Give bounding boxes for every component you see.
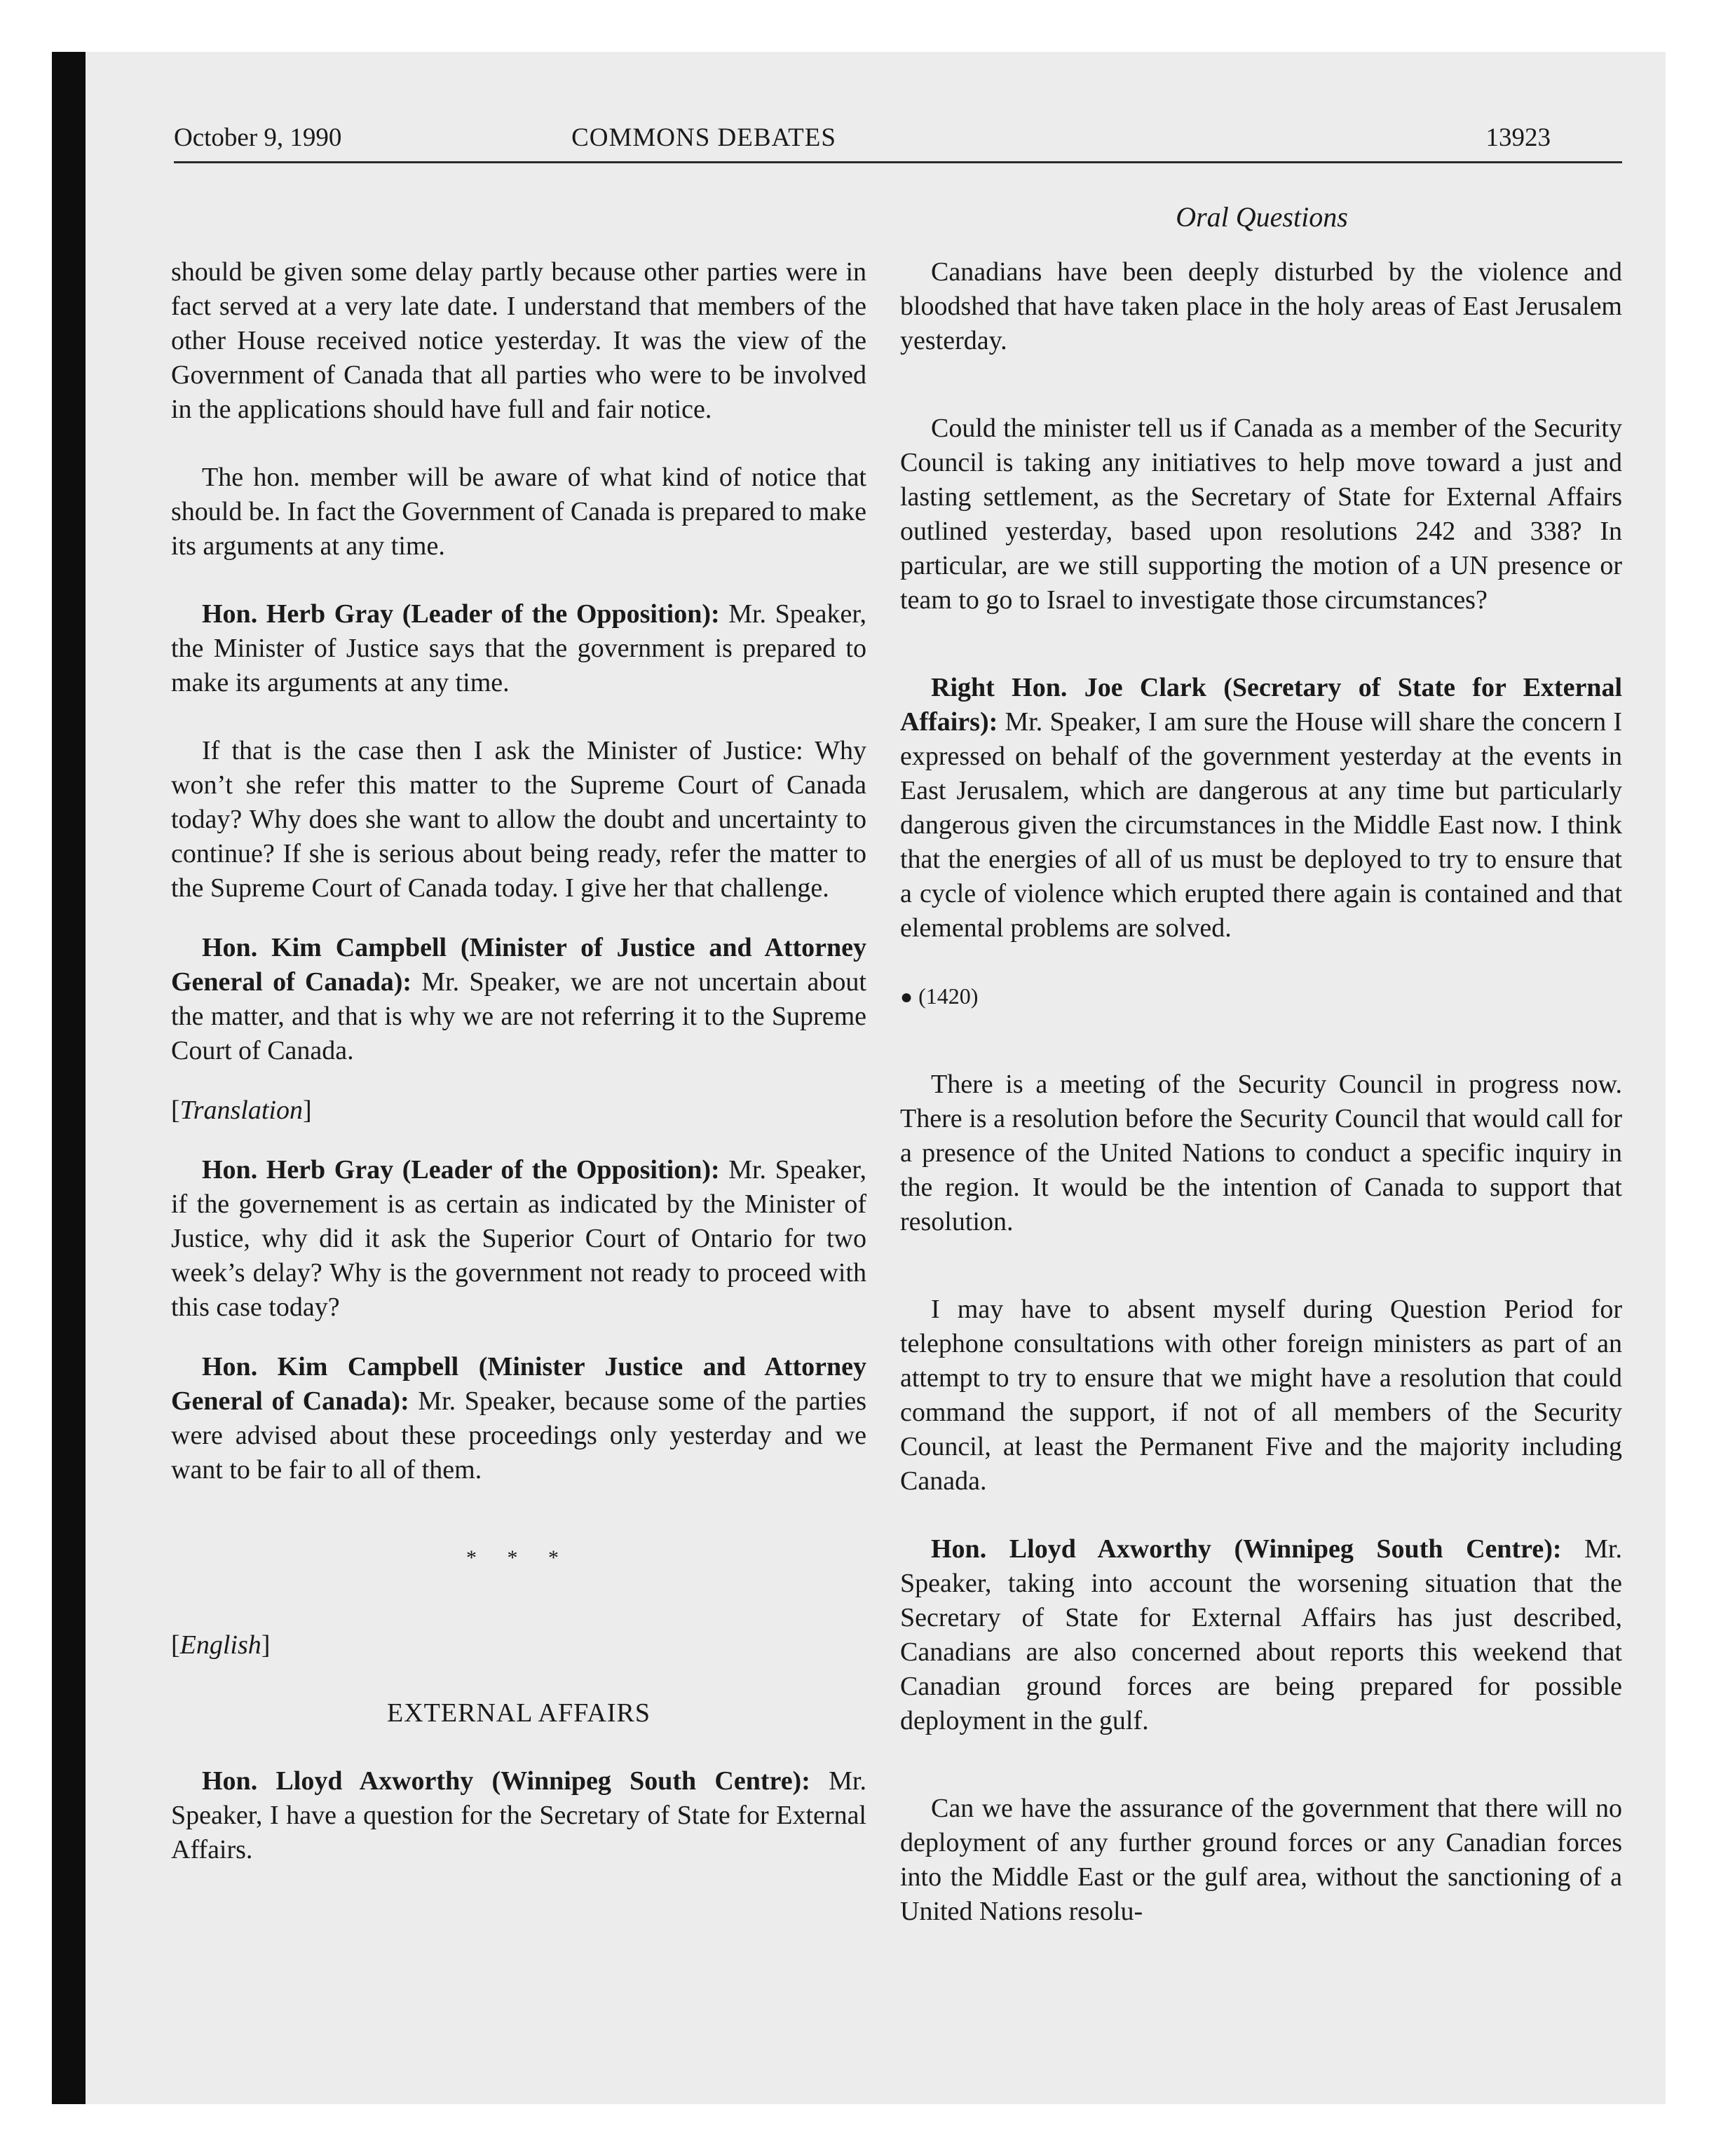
paragraph: If that is the case then I ask the Minister of Justice: Why won’t she refer this matter to the Supreme Court of Canada today? Why does she want to allow the doubt and uncertainty to continue? If she is serious about being ready, refer the matter to the Supreme Court of Canada today. I give her that challenge.	[171, 736, 866, 903]
speaker-name: Hon. Lloyd Axworthy (Winnipeg South Centre):	[931, 1534, 1562, 1564]
paragraph: Can we have the assurance of the government that there will no deployment of any further ground forces or any Canadian forces into the Middle East or the gulf area, without the sanctioning of a United Nations resolu-	[900, 1794, 1622, 1926]
header-title: COMMONS DEBATES	[571, 123, 836, 152]
timestamp-text: (1420)	[918, 983, 979, 1009]
header-rule	[174, 161, 1622, 163]
speech-text: Mr. Speaker, if the governement is as certain as indicated by the Minister of Justice, why did it ask the Superior Court of Ontario for two week’s delay? Why is the government not ready to proceed with this case today?	[171, 1155, 866, 1322]
speaker-name: Hon. Kim Campbell (Minister of Justice and Attorney General of Canada):	[171, 933, 866, 997]
section-heading: EXTERNAL AFFAIRS	[387, 1698, 651, 1728]
paragraph: Canadians have been deeply disturbed by the violence and bloodshed that have taken place in the holy areas of East Jerusalem yesterday.	[900, 257, 1622, 355]
speech	[171, 1764, 866, 1867]
header-page-number: 13923	[1485, 123, 1551, 152]
speaker-name: Hon. Herb Gray (Leader of the Opposition):	[202, 599, 720, 629]
speaker-name: Hon. Herb Gray (Leader of the Opposition):	[202, 1155, 720, 1185]
paragraph: should be given some delay partly because other parties were in fact served at a very late date. I understand that members of the other House received notice yesterday. It was the view of the Government of Canada that all parties who were to be involved in the applications should have full and fair notice.	[171, 257, 866, 424]
header-date: October 9, 1990	[174, 123, 342, 152]
section-separator: * * *	[466, 1546, 571, 1569]
speaker-name: Hon. Lloyd Axworthy (Winnipeg South Centre):	[202, 1766, 810, 1796]
speech-text: Mr. Speaker, we are not uncertain about the matter, and that is why we are not referring it to the Supreme Court of Canada.	[171, 967, 866, 1065]
speech	[900, 671, 1622, 946]
bullet-icon: ●	[900, 985, 913, 1009]
speech	[900, 1532, 1622, 1738]
page-content	[52, 52, 1666, 2104]
speech-text: Mr. Speaker, taking into account the worsening situation that the Secretary of State for External Affairs has just described, Canadians are also concerned about reports this weekend that Canadian ground forces are being prepared for possible deployment in the gulf.	[900, 1534, 1622, 1735]
speech-text: Mr. Speaker, because some of the parties were advised about these proceedings only yesterday and we want to be fair to all of them.	[171, 1386, 866, 1485]
speaker-name: Right Hon. Joe Clark (Secretary of State for External Affairs):	[900, 673, 1622, 737]
speech	[171, 1350, 866, 1487]
paragraph: The hon. member will be aware of what kind of notice that should be. In fact the Government of Canada is prepared to make its arguments at any time.	[171, 463, 866, 561]
paragraph: Could the minister tell us if Canada as a member of the Security Council is taking any initiatives to help move toward a just and lasting settlement, as the Secretary of State for External Affairs outlined yesterday, based upon resolutions 242 and 338? In particular, are we still supporting the motion of a UN presence or team to go to Israel to investigate those circumstances?	[900, 414, 1622, 615]
speech	[171, 597, 866, 700]
english-tag: [English]	[171, 1630, 271, 1660]
speech	[171, 931, 866, 1068]
speech	[171, 1153, 866, 1325]
scanned-page	[52, 52, 1666, 2104]
section-label: Oral Questions	[1176, 201, 1348, 233]
english-tag-text: English	[179, 1630, 261, 1660]
speech-text: Mr. Speaker, I have a question for the Secretary of State for External Affairs.	[171, 1766, 866, 1864]
speech-text: Mr. Speaker, the Minister of Justice says that the government is prepared to make its arguments at any time.	[171, 599, 866, 697]
right-column	[900, 255, 1622, 1929]
paragraph: There is a meeting of the Security Council in progress now. There is a resolution before the Security Council that would call for a presence of the United Nations to conduct a specific inquiry in the region. It would be the intention of Canada to support that resolution.	[900, 1070, 1622, 1236]
speech-text: Mr. Speaker, I am sure the House will share the concern I expressed on behalf of the government yesterday at the events in East Jerusalem, which are dangerous at any time but particularly dangerous given the circumstances in the Middle East now. I think that the energies of all of us must be deployed to try to ensure that a cycle of violence which erupted there again is contained and that elemental problems are solved.	[900, 707, 1622, 943]
paragraph: I may have to absent myself during Question Period for telephone consultations with other foreign ministers as part of an attempt to try to ensure that we might have a resolution that could command the support, if not of all members of the Security Council, at least the Permanent Five and the majority including Canada.	[900, 1295, 1622, 1496]
left-column	[171, 255, 866, 1867]
speaker-name: Hon. Kim Campbell (Minister Justice and Attorney General of Canada):	[171, 1352, 866, 1416]
translation-tag: [Translation]	[171, 1096, 312, 1125]
translation-tag-text: Translation	[179, 1096, 303, 1125]
timestamp	[900, 979, 1622, 1014]
